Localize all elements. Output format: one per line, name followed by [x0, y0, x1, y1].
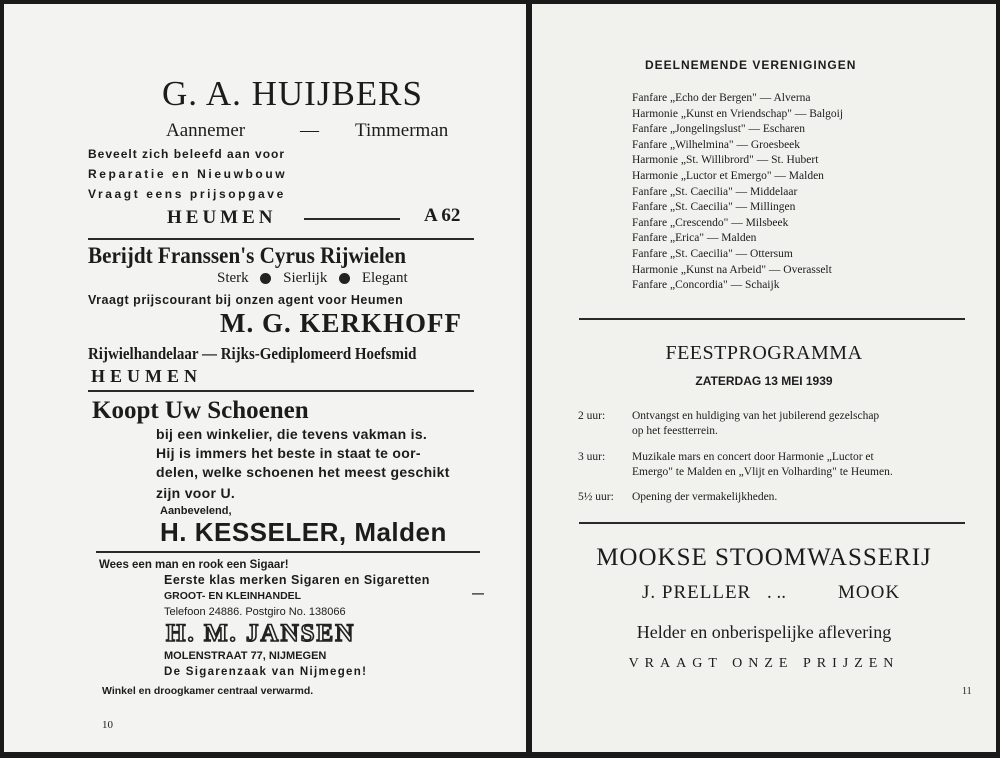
divider-2 — [88, 390, 474, 392]
association-item: Harmonie „St. Willibrord" — St. Hubert — [632, 154, 819, 167]
association-item: Fanfare „Concordia" — Schaijk — [632, 279, 780, 292]
kerkhoff-name: M. G. KERKHOFF — [220, 308, 462, 338]
association-item: Fanfare „Erica" — Malden — [632, 232, 757, 245]
jansen-address: MOLENSTRAAT 77, NIJMEGEN — [164, 650, 327, 662]
association-item: Fanfare „Jongelingslust" — Escharen — [632, 123, 805, 136]
divider-program-top — [579, 318, 965, 320]
page-number-right: 11 — [962, 686, 972, 697]
huijbers-town: HEUMEN — [167, 207, 277, 228]
kesseler-name: H. KESSELER, Malden — [160, 517, 447, 547]
kesseler-body-2: Hij is immers het beste in staat te oor- — [156, 445, 421, 461]
bullet-icon — [339, 273, 350, 284]
jansen-footer: Winkel en droogkamer centraal verwarmd. — [102, 685, 314, 697]
associations-list — [632, 92, 932, 295]
bullet-icon — [260, 273, 271, 284]
divider-3 — [96, 551, 480, 553]
jansen-phone-line: Telefoon 24886. Postgiro No. 138066 — [164, 606, 346, 618]
program-time: 5½ uur: — [578, 491, 614, 503]
association-item: Fanfare „St. Caecilia" — Millingen — [632, 201, 796, 214]
feature-elegant: Elegant — [361, 270, 408, 286]
divider-ad-top — [579, 522, 965, 524]
feature-sterk: Sterk — [217, 270, 249, 286]
association-item: Harmonie „Kunst na Arbeid" — Overasselt — [632, 263, 832, 276]
cyrus-features — [217, 270, 408, 287]
right-page — [532, 4, 996, 752]
stoomwasserij-tagline: Helder en onberispelijke aflevering — [636, 622, 892, 642]
cyrus-headline: Berijdt Franssen's Cyrus Rijwielen — [88, 243, 406, 268]
jansen-dash: — — [472, 586, 484, 600]
kesseler-recommend: Aanbevelend, — [160, 505, 232, 517]
stoomwasserij-name: MOOKSE STOOMWASSERIJ — [596, 544, 932, 571]
program-time: 3 uur: — [578, 451, 606, 463]
program-date: ZATERDAG 13 MEI 1939 — [695, 374, 833, 388]
associations-heading: DEELNEMENDE VERENIGINGEN — [645, 58, 857, 72]
jansen-line2: Eerste klas merken Sigaren en Sigaretten — [164, 573, 430, 587]
divider-1 — [88, 238, 474, 240]
kesseler-body-4: zijn voor U. — [156, 485, 236, 501]
cyrus-agent-line: Vraagt prijscourant bij onzen agent voor Heumen — [88, 293, 404, 307]
jansen-name: H. M. JANSEN — [166, 620, 356, 647]
huijbers-name: G. A. HUIJBERS — [162, 74, 423, 113]
association-item: Harmonie „Kunst en Vriendschap" — Balgoij — [632, 107, 844, 120]
stoomwasserij-owner: J. PRELLER — [642, 582, 752, 603]
jansen-slogan: De Sigarenzaak van Nijmegen! — [164, 666, 368, 678]
association-item: Harmonie „Luctor et Emergo" — Malden — [632, 169, 824, 182]
feature-sierlijk: Sierlijk — [283, 270, 328, 286]
program-line: Emergo" te Malden en „Vlijt en Volharding" te Heumen. — [632, 466, 893, 478]
kesseler-body-1: bij een winkelier, die tevens vakman is. — [156, 426, 428, 442]
huijbers-line3: Vraagt eens prijsopgave — [88, 187, 286, 201]
kerkhoff-town: HEUMEN — [91, 366, 202, 386]
huijbers-dash: — — [300, 120, 319, 141]
association-item: Fanfare „Wilhelmina" — Groesbeek — [632, 138, 801, 151]
stoomwasserij-town: MOOK — [838, 582, 901, 603]
huijbers-line1: Beveelt zich beleefd aan voor — [88, 147, 286, 161]
jansen-line3: GROOT- EN KLEINHANDEL — [164, 590, 302, 602]
program-line: Ontvangst en huldiging van het jubilerend gezelschap — [632, 410, 880, 422]
huijbers-phone: A 62 — [424, 205, 461, 226]
kesseler-headline: Koopt Uw Schoenen — [92, 397, 309, 424]
program-line: Muzikale mars en concert door Harmonie „Luctor et — [632, 451, 874, 463]
program-time: 2 uur: — [578, 410, 606, 422]
association-item: Fanfare „Echo der Bergen" — Alverna — [632, 92, 811, 104]
huijbers-line2: Reparatie en Nieuwbouw — [88, 167, 288, 181]
program-title: FEESTPROGRAMMA — [665, 342, 863, 364]
kesseler-body-3: delen, welke schoenen het meest geschikt — [156, 464, 450, 480]
stoomwasserij-sep: . .. — [767, 582, 786, 603]
program-line: op het feestterrein. — [632, 425, 718, 437]
huijbers-trade-right: Timmerman — [355, 120, 449, 141]
kerkhoff-trade: Rijwielhandelaar — Rijks-Gediplomeerd Hoefsmid — [88, 344, 417, 363]
huijbers-trade-left: Aannemer — [166, 120, 246, 141]
association-item: Fanfare „Crescendo" — Milsbeek — [632, 216, 789, 229]
jansen-line1: Wees een man en rook een Sigaar! — [99, 559, 289, 571]
program-text — [632, 409, 982, 439]
association-item: Fanfare „St. Caecilia" — Ottersum — [632, 247, 793, 260]
huijbers-town-rule — [304, 218, 400, 220]
left-page — [4, 4, 526, 752]
program-line: Opening der vermakelijkheden. — [632, 491, 778, 503]
program-text — [632, 490, 982, 505]
association-item: Fanfare „St. Caecilia" — Middelaar — [632, 185, 798, 198]
stoomwasserij-cta: VRAAGT ONZE PRIJZEN — [628, 656, 900, 671]
program-text — [632, 450, 982, 480]
page-number-left: 10 — [102, 719, 113, 731]
